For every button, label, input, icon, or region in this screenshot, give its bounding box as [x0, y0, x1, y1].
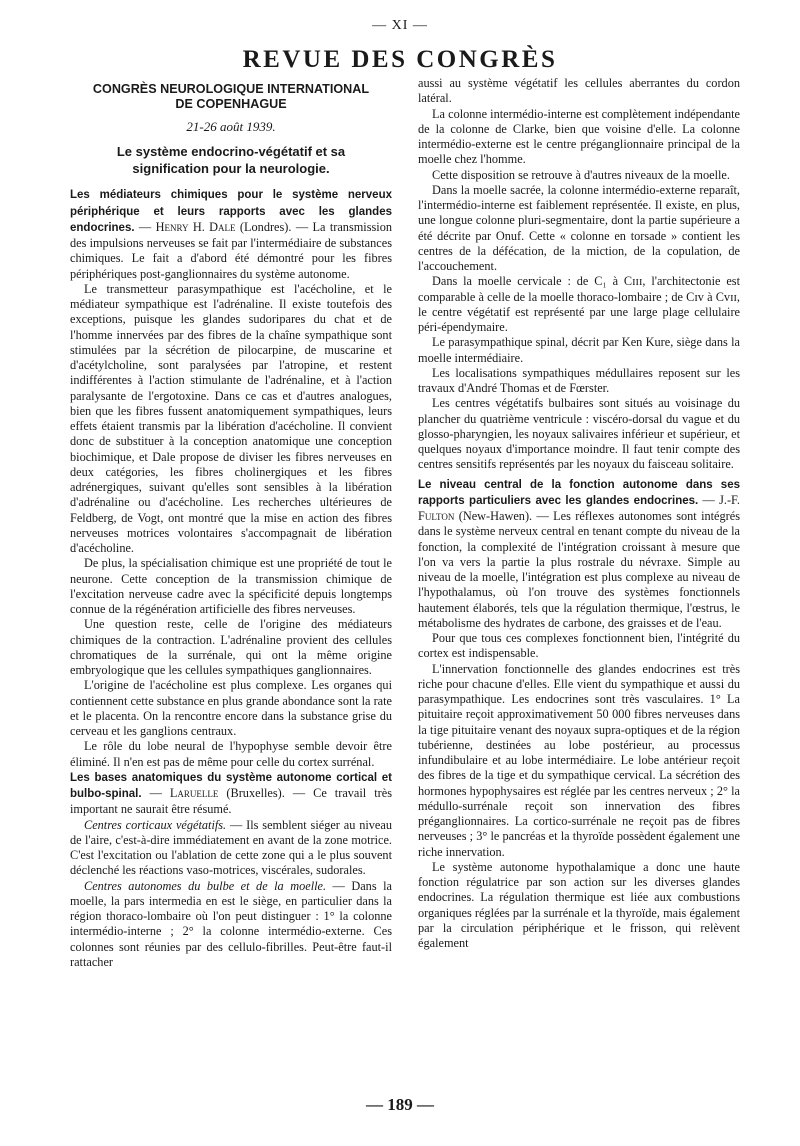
congress-date: 21-26 août 1939.: [186, 119, 276, 134]
page-number: — 189 —: [366, 1095, 434, 1114]
paragraph: [418, 477, 740, 632]
congress-title-line2: DE COPENHAGUE: [175, 97, 287, 111]
article-heading: Les médiateurs chimiques pour le système nerveux périphérique et leurs rapports avec les glandes endocrines.: [70, 189, 392, 234]
author-name: Laruelle: [169, 786, 219, 800]
paragraph: Les centres végétatifs bulbaires sont situés au voisinage du plancher du quatrième ventricule : viscéro-dorsal du vague et du glosso-pharyngien, les noyaux salivaires inférieur et supérieur, et quelques noyaux d'importance moindre. Il faut tenir compte des centres sensitifs représentés par les noyaux du faisceau solitaire.: [418, 396, 740, 472]
paragraph: La colonne intermédio-interne est complètement indépendante de la colonne de Clarke, bien que voisine d'elle. La colonne intermédio-externe est le centre préganglionnaire principal de la moelle chez l'homme.: [418, 106, 740, 167]
paragraph-text: (Bruxelles). — Ce travail très important ne saurait être résumé.: [70, 786, 392, 817]
paragraph: Le système autonome hypothalamique a donc une haute fonction régulatrice par son action sur les diverses glandes endocrines. La régulation thermique est liée aux combustions organiques réglées par la surrénale et la thyroïde, mais également par la circulation périphérique et le frisson, qui relèvent également: [418, 859, 740, 950]
author-name: Fulton: [418, 509, 455, 523]
paragraph-text: (Londres). — La transmission des impulsions nerveuses se fait par l'intermédiaire de substances chimiques. Le fait a d'abord été démontré pour les fibres périphériques post-ganglionnaires du système autonome.: [70, 219, 392, 281]
article-heading: Le niveau central de la fonction autonome dans ses rapports particuliers avec les glandes endocrines.: [418, 478, 740, 507]
section-title: [70, 144, 392, 177]
paragraph: Une question reste, celle de l'origine des médiateurs chimiques de la contraction. L'adrénaline provient des cellules chromatiques de la surrénale, qui ont la même origine embryologique que les cellules sympathiques ganglionnaires.: [70, 617, 392, 677]
subsection-label: Centres autonomes du bulbe et de la moelle.: [84, 878, 327, 893]
paragraph: L'innervation fonctionnelle des glandes endocrines est très riche pour chacune d'elles. Elle vient du sympathique et aussi du parasympathique. Les endocrines sont très vasculaires. 1° La pituitaire reçoit approximativement 50 000 fibres nerveuses dans la tige pituitaire venant des noyaux supra-optiques et de la région tubérienne, destinées au lobe postérieur, au processus infundibulaire et au lobe intermédiaire. Le lobe antérieur reçoit des fibres de la tige et du sympathique cervical. La sécrétion des hormones hypophysaires est réglée par les centres nerveux ; 2° la médullo-surrénale reçoit son innervation des fibres préganglionnaires. La cortico-surrénale ne reçoit pas de fibres nerveuses ; 3° le pancréas et la thyroïde possèdent également une riche innervation.: [418, 661, 740, 859]
article-heading: Les bases anatomiques du système autonome cortical et bulbo-spinal.: [70, 771, 392, 800]
paragraph: L'origine de l'acécholine est plus complexe. Les organes qui contiennent cette substance en plus grande abondance sont la rate et le placenta. On la rencontre encore dans la substance grise du cerveau et les ganglions centraux.: [70, 678, 392, 738]
paragraph: De plus, la spécialisation chimique est une propriété de tout le neurone. Cette conception de la transmission chimique de l'excitation nerveuse cadre avec la spécificité depuis longtemps connue de la régénération artificielle des fibres nerveuses.: [70, 556, 392, 616]
left-column: [70, 76, 392, 970]
paragraph: Dans la moelle sacrée, la colonne intermédio-externe reparaît, l'intermédio-interne est faiblement représentée. Il existe, en plus, une longue colonne pluri-segmentaire, dont la partie supérieure a été décrite par Onuf. Cette « colonne en torsade » contient les centres de la défécation, de la miction, de la copulation, de l'accouchement.: [418, 182, 740, 273]
journal-masthead: REVUE DES CONGRÈS: [242, 46, 558, 73]
roman-page-marker: — XI —: [372, 18, 428, 33]
paragraph: Le transmetteur parasympathique est l'acécholine, et le médiateur sympathique est l'adrénaline. Il existe toutefois des exceptions, puisque les glandes sudoripares du chat et de l'homme innervées par des fibres de la chaîne sympathique sont stimulées par la sécrétion de pilocarpine, de muscarine et d'acétylcholine, sont paralysées par l'atropine, et restent indifférentes à l'action stimulante de l'adrénaline, et à l'action paralysante de l'ergotoxine. Dans ce cas et d'autres analogues, bien que les fibres fussent anatomiquement sympathiques, leurs effets étaient transmis par la libération d'acécholine. Il convient donc de substituer à la conception anatomique une conception biochimique, et Dale propose de diviser les fibres nerveuses en deux catégories, les fibres cholinergiques et les fibres adrénergiques, suivant qu'elles sont sensibles à la libération d'adrénaline ou d'acécholine. Les recherches ultérieures de Feldberg, de Vogt, ont montré que la mise en action des fibres nerveuses motrices volontaires s'accompagnait de libération d'acécholine.: [70, 281, 392, 555]
congress-title: [70, 82, 392, 112]
paragraph-text: (New-Hawen). — Les réflexes autonomes sont intégrés dans le système nerveux central en tenant compte du niveau de la fonction, la complexité de l'intégration croissant à mesure que l'on va vers la partie la plus rostrale du névraxe. Simple au niveau de la moelle, l'intégration est plus complexe au niveau de l'hypothalamus, où l'on trouve des systèmes fonctionnels hautement élaborés, tels que la régulation thermique, l'œstrus, le métabolisme des hydrates de carbone, des graisses et de l'eau.: [418, 509, 740, 630]
dash: —: [141, 786, 170, 800]
dash: —: [134, 219, 156, 234]
right-column: [418, 76, 740, 951]
paragraph: [70, 187, 392, 282]
paragraph: Le parasympathique spinal, décrit par Ken Kure, siège dans la moelle intermédiaire.: [418, 335, 740, 365]
paragraph-text: — Dans la moelle, la pars intermedia en est le siège, en particulier dans la région thoraco-lombaire où l'on peut distinguer : 1° la colonne intermédio-interne ; 2° la colonne intermédio-externe. Ces colonnes sont réunies par des cellulo-fibrilles. Peut-être faut-il rattacher: [70, 878, 392, 969]
paragraph: [70, 770, 392, 818]
section-title-line1: Le système endocrino-végétatif et sa: [116, 144, 346, 160]
paragraph: Dans la moelle cervicale : de C₁ à Cɪɪɪ, l'architectonie est comparable à celle de la moelle thoraco-lombaire ; de Cɪᴠ à Cᴠɪɪ, le centre végétatif est représenté par une large plage cellulaire péri-épendymaire.: [418, 274, 740, 334]
subsection-label: Centres corticaux végétatifs.: [84, 817, 227, 832]
author-name: Henry H. Dale: [155, 219, 236, 234]
dash: — J.-F.: [698, 492, 740, 507]
paragraph: Le rôle du lobe neural de l'hypophyse semble devoir être éliminé. Il n'en est pas de même pour celle du cortex surrénal.: [70, 739, 392, 769]
paragraph: [70, 818, 392, 879]
congress-title-line1: CONGRÈS NEUROLOGIQUE INTERNATIONAL: [92, 82, 370, 96]
paragraph: Pour que tous ces complexes fonctionnent bien, l'intégrité du cortex est indispensable.: [418, 631, 740, 661]
paragraph-text: — Ils semblent siéger au niveau de l'aire, c'est-à-dire immédiatement en avant de la zone motrice. C'est l'excitation ou l'ablation de cette zone qui a le plus souvent déclenché les réactions vaso-motrices, viscérales, sudorales.: [70, 817, 392, 878]
section-title-line2: signification pour la neurologie.: [132, 160, 330, 176]
paragraph: Les localisations sympathiques médullaires reposent sur les travaux d'André Thomas et de Fœrster.: [418, 365, 740, 395]
paragraph: aussi au système végétatif les cellules aberrantes du cordon latéral.: [418, 76, 740, 106]
paragraph: Cette disposition se retrouve à d'autres niveaux de la moelle.: [432, 167, 730, 182]
paragraph: [70, 879, 392, 971]
